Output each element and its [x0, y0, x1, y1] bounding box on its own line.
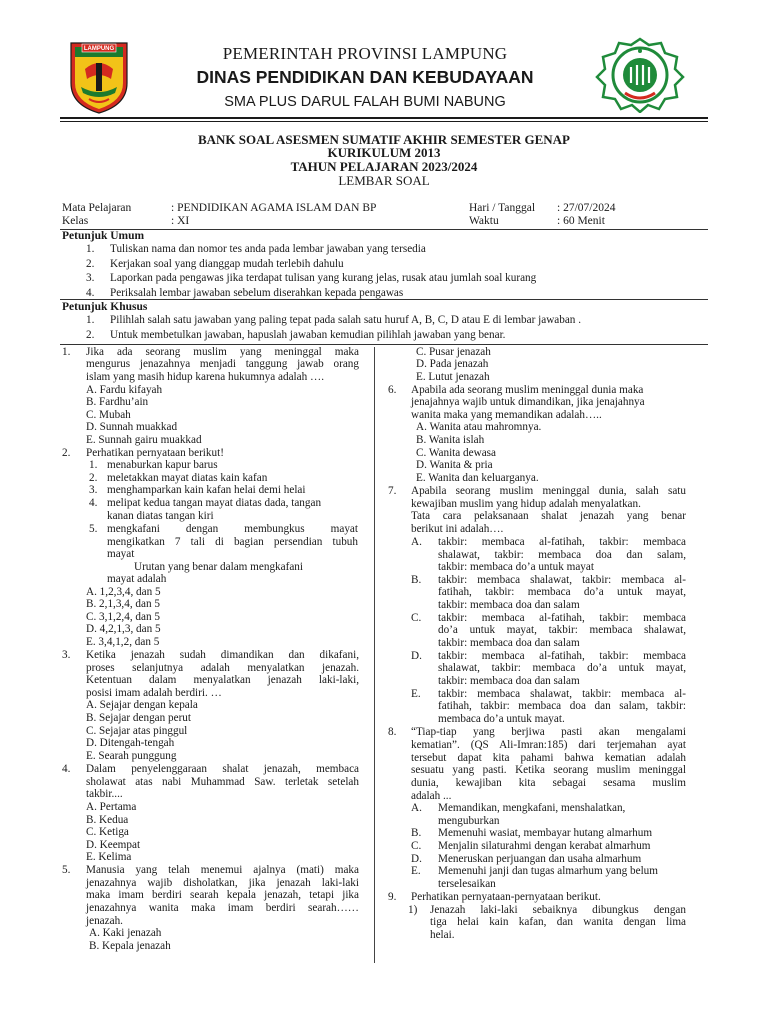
- question-text-line: 3.: [62, 649, 71, 661]
- question-text-line: A.: [411, 802, 422, 814]
- question-text-line: E.: [411, 865, 421, 877]
- question-text-line: B.: [411, 827, 422, 839]
- question-text-line: sesuatu yang pasti. Ketika seorang muslim meninggal: [411, 764, 686, 776]
- question-text-line: sholawat atas nabi Muhammad Saw. terletak setelah: [86, 776, 359, 788]
- question-text-line: Memenuhi janji dan tugas almarhum yang belum: [438, 865, 658, 877]
- question-text-line: jenazah.: [86, 915, 123, 927]
- question-text-line: Urutan yang benar dalam mengkafani: [134, 561, 303, 573]
- instruction-item: [86, 243, 426, 256]
- class-label: Kelas: [62, 215, 89, 227]
- question-text-line: tersebut dapat kita pahami bahwa kematian adalah: [411, 752, 686, 764]
- date-label: Hari / Tanggal: [469, 202, 536, 214]
- question-text-line: proses selanjutnya adalah menyalatkan jenazah.: [86, 662, 359, 674]
- general-instructions-title: Petunjuk Umum: [62, 230, 145, 242]
- question-text-line: takbir: membaca shalawat, takbir: membaca al-: [438, 688, 686, 700]
- question-text-line: takbir: membaca al-fatihah, takbir: membaca: [438, 612, 686, 624]
- question-text-line: 3.: [89, 484, 98, 496]
- question-text-line: C. 3,1,2,4, dan 5: [86, 611, 160, 623]
- question-text-line: E. Searah punggung: [86, 750, 177, 762]
- question-text-line: D. 4,2,1,3, dan 5: [86, 623, 161, 635]
- question-text-line: D. Keempat: [86, 839, 141, 851]
- question-text-line: Perhatikan pernyataan berikut!: [86, 447, 224, 459]
- question-text-line: jenajahnya wajib untuk dimandikan, jika jenajahnya: [411, 396, 645, 408]
- question-text-line: Ketentuan dalam menyalatkan jenazah laki-laki,: [86, 674, 359, 686]
- question-text-line: 1.: [62, 346, 71, 358]
- emblem-label: LAMPUNG: [83, 46, 115, 53]
- exam-title: BANK SOAL ASESMEN SUMATIF AKHIR SEMESTER GENAP: [197, 132, 571, 147]
- question-text-line: A. Sejajar dengan kepala: [86, 699, 198, 711]
- question-text-line: kanan diatas tangan kiri: [107, 510, 214, 522]
- letterhead-rule-bottom: [60, 121, 708, 122]
- question-text-line: meletakkan mayat diatas kain kafan: [107, 472, 268, 484]
- question-text-line: C. Wanita dewasa: [416, 447, 496, 459]
- question-text-line: B. 2,1,3,4, dan 5: [86, 598, 160, 610]
- question-text-line: do’a untuk mayat, takbir: membaca shalawat,: [438, 624, 686, 636]
- subject-value: : PENDIDIKAN AGAMA ISLAM DAN BP: [171, 202, 377, 214]
- instruction-number: 3.: [86, 272, 95, 284]
- question-text-line: Jika ada seorang muslim yang meninggal maka: [86, 346, 359, 358]
- question-text-line: C. Pusar jenazah: [416, 346, 491, 358]
- question-text-line: takbir: membaca doa dan salam: [438, 599, 580, 611]
- school-seal-icon: [593, 37, 687, 113]
- question-text-line: mengurus jenazahnya menjadi tanggung jawab orang: [86, 358, 359, 370]
- question-text-line: Jenazah laki-laki sebaiknya dibungkus dengan: [430, 904, 686, 916]
- instruction-item: [86, 314, 581, 327]
- question-text-line: kematian”. (QS Ali-Imran:185) dari terjemahan ayat: [411, 739, 686, 751]
- question-text-line: E.: [411, 688, 421, 700]
- letterhead-rule-top: [60, 117, 708, 119]
- question-text-line: tiga helai kain kafan, dan wanita dengan lima: [430, 916, 686, 928]
- question-text-line: Dalam penyelenggaraan shalat jenazah, membaca: [86, 763, 359, 775]
- question-text-line: D.: [411, 650, 422, 662]
- class-value: : XI: [171, 215, 190, 227]
- question-text-line: E. Sunnah gairu muakkad: [86, 434, 202, 446]
- question-text-line: A. Pertama: [86, 801, 137, 813]
- question-text-line: E. 3,4,1,2, dan 5: [86, 636, 160, 648]
- question-text-line: kewajiban muslim yang hidup adalah menyalatkan.: [411, 498, 641, 510]
- question-text-line: terselesaikan: [438, 878, 496, 890]
- question-text-line: menaburkan kapur barus: [107, 459, 218, 471]
- instruction-text: Laporkan pada pengawas jika terdapat tulisan yang kurang jelas, rusak atau jumlah soal kurang: [110, 272, 537, 284]
- question-text-line: jenazahnya wajib disholatkan, jika jenazah laki-laki: [86, 877, 359, 889]
- question-text-line: fatihah, takbir: membaca doa dan salam, takbir:: [438, 700, 686, 712]
- question-text-line: Memandikan, mengkafani, menshalatkan,: [438, 802, 626, 814]
- school-name: SMA PLUS DARUL FALAH BUMI NABUNG: [224, 94, 506, 110]
- instruction-item: [86, 329, 505, 342]
- question-text-line: helai.: [430, 929, 455, 941]
- question-text-line: D.: [411, 853, 422, 865]
- question-text-line: shalawat, takbir: membaca do’a untuk mayat,: [438, 662, 686, 674]
- question-text-line: menguburkan: [438, 815, 500, 827]
- question-text-line: Memenuhi wasiat, membayar hutang almarhum: [438, 827, 653, 839]
- question-text-line: A. Wanita atau mahromnya.: [416, 421, 542, 433]
- question-text-line: B. Sejajar dengan perut: [86, 712, 192, 724]
- question-text-line: 6.: [388, 384, 397, 396]
- instruction-number: 1.: [86, 243, 95, 255]
- subject-label: Mata Pelajaran: [62, 202, 132, 214]
- question-text-line: 2.: [89, 472, 98, 484]
- question-text-line: D. Wanita & pria: [416, 459, 493, 471]
- instruction-number: 2.: [86, 329, 95, 341]
- question-text-line: B. Kedua: [86, 814, 129, 826]
- question-text-line: A. Kaki jenazah: [89, 927, 162, 939]
- question-text-line: takbir: membaca al-fatihah, takbir: membaca: [438, 650, 686, 662]
- question-text-line: Apabila seorang muslim meninggal dunia, salah satu: [411, 485, 686, 497]
- question-text-line: A.: [411, 536, 422, 548]
- instruction-text: Untuk membetulkan jawaban, hapuslah jawaban kemudian pilihlah jawaban yang benar.: [110, 329, 506, 341]
- info-rule: [60, 229, 708, 230]
- question-text-line: takbir....: [86, 788, 123, 800]
- lampung-emblem-icon: [67, 39, 131, 115]
- question-text-line: C. Sejajar atas pinggul: [86, 725, 188, 737]
- special-instructions-title: Petunjuk Khusus: [62, 301, 148, 313]
- question-text-line: A. Fardu kifayah: [86, 384, 163, 396]
- question-text-line: Menjalin silaturahmi dengan kerabat almarhum: [438, 840, 651, 852]
- question-text-line: takbir: membaca al-fatihah, takbir: membaca: [438, 536, 686, 548]
- academic-year-title: TAHUN PELAJARAN 2023/2024: [290, 159, 478, 174]
- question-text-line: membaca do’a untuk mayat.: [438, 713, 565, 725]
- sheet-title: LEMBAR SOAL: [338, 173, 430, 188]
- question-text-line: takbir: membaca doa dan salam: [438, 675, 580, 687]
- question-text-line: 1): [408, 904, 418, 916]
- question-text-line: 8.: [388, 726, 397, 738]
- question-text-line: Manusia yang telah menemui ajalnya (mati) maka: [86, 864, 359, 876]
- question-text-line: takbir: membaca do’a untuk mayat: [438, 561, 594, 573]
- question-text-line: 9.: [388, 891, 397, 903]
- instruction-number: 2.: [86, 258, 95, 270]
- question-text-line: E. Kelima: [86, 851, 132, 863]
- question-text-line: B. Fardhu’ain: [86, 396, 149, 408]
- question-text-line: posisi imam adalah berdiri. …: [86, 687, 222, 699]
- question-text-line: adalah ...: [411, 790, 452, 802]
- curriculum-title: KURIKULUM 2013: [327, 145, 441, 160]
- question-text-line: C. Mubah: [86, 409, 131, 421]
- instructions-rule: [60, 299, 708, 300]
- time-value: : 60 Menit: [557, 215, 605, 227]
- question-text-line: E. Lutut jenazah: [416, 371, 490, 383]
- instruction-text: Tuliskan nama dan nomor tes anda pada lembar jawaban yang tersedia: [110, 243, 426, 255]
- question-text-line: C.: [411, 840, 422, 852]
- question-text-line: Apabila ada seorang muslim meninggal dunia maka: [411, 384, 644, 396]
- question-text-line: 2.: [62, 447, 71, 459]
- instruction-number: 4.: [86, 287, 95, 299]
- instruction-number: 1.: [86, 314, 95, 326]
- time-label: Waktu: [469, 215, 499, 227]
- instruction-item: [86, 272, 536, 285]
- instruction-item: [86, 258, 344, 271]
- question-text-line: 5.: [89, 523, 98, 535]
- question-text-line: melipat kedua tangan mayat diatas dada, tangan: [107, 497, 322, 509]
- question-text-line: jenazahnya wanita maka imam berdiri searah……: [86, 902, 359, 914]
- question-text-line: Perhatikan pernyataan-pernyataan berikut.: [411, 891, 601, 903]
- question-text-line: C.: [411, 612, 422, 624]
- question-text-line: 4.: [62, 763, 71, 775]
- question-text-line: D. Ditengah-tengah: [86, 737, 175, 749]
- question-text-line: 4.: [89, 497, 98, 509]
- question-text-line: Ketika jenazah sudah dimandikan dan dikafani,: [86, 649, 359, 661]
- question-text-line: takbir: membaca shalawat, takbir: membaca al-: [438, 574, 686, 586]
- question-text-line: “Tiap-tiap yang berjiwa pasti akan mengalami: [411, 726, 686, 738]
- question-text-line: 5.: [62, 864, 71, 876]
- question-text-line: 7.: [388, 485, 397, 497]
- question-text-line: B. Wanita islah: [416, 434, 485, 446]
- date-value: : 27/07/2024: [557, 202, 616, 214]
- question-text-line: A. 1,2,3,4, dan 5: [86, 586, 161, 598]
- question-text-line: mengikatkan 7 tali di bagian persendian tubuh: [107, 536, 358, 548]
- question-text-line: takbir: membaca doa dan salam: [438, 637, 580, 649]
- question-text-line: mayat adalah: [107, 573, 167, 585]
- column-divider: [374, 347, 375, 963]
- question-text-line: mayat: [107, 548, 135, 560]
- question-text-line: Meneruskan perjuangan dan usaha almarhum: [438, 853, 642, 865]
- department-name: DINAS PENDIDIKAN DAN KEBUDAYAAN: [196, 67, 534, 87]
- question-text-line: islam yang masih hidup karena hukumnya adalah ….: [86, 371, 324, 383]
- instruction-text: Kerjakan soal yang dianggap mudah terlebih dahulu: [110, 258, 344, 270]
- instruction-text: Periksalah lembar jawaban sebelum diserahkan kepada pengawas: [110, 287, 404, 299]
- question-text-line: maka imam berdiri searah kepala jenazah, tetapi jika: [86, 889, 359, 901]
- instruction-text: Pilihlah salah satu jawaban yang paling tepat pada salah satu huruf A, B, C, D atau E di lembar jawaban .: [110, 314, 581, 326]
- question-text-line: shalawat, takbir: membaca doa dan salam,: [438, 549, 686, 561]
- question-text-line: berikut ini adalah….: [411, 523, 504, 535]
- question-text-line: B. Kepala jenazah: [89, 940, 171, 952]
- question-text-line: E. Wanita dan keluarganya.: [416, 472, 539, 484]
- question-text-line: D. Pada jenazah: [416, 358, 489, 370]
- question-text-line: wanita maka yang memandikan adalah…..: [411, 409, 602, 421]
- question-text-line: C. Ketiga: [86, 826, 129, 838]
- government-name: PEMERINTAH PROVINSI LAMPUNG: [222, 44, 508, 63]
- question-text-line: menghamparkan kain kafan helai demi helai: [107, 484, 306, 496]
- questions-rule: [60, 344, 708, 345]
- question-text-line: Tata cara pelaksanaan shalat jenazah yang benar: [411, 510, 686, 522]
- question-text-line: D. Sunnah muakkad: [86, 421, 178, 433]
- question-text-line: B.: [411, 574, 422, 586]
- question-text-line: mengkafani dengan membungkus mayat: [107, 523, 358, 535]
- question-text-line: fatihah, takbir: membaca do’a untuk mayat,: [438, 586, 686, 598]
- question-text-line: dunia, kewajiban kita sebagai sesama muslim: [411, 777, 686, 789]
- question-text-line: 1.: [89, 459, 98, 471]
